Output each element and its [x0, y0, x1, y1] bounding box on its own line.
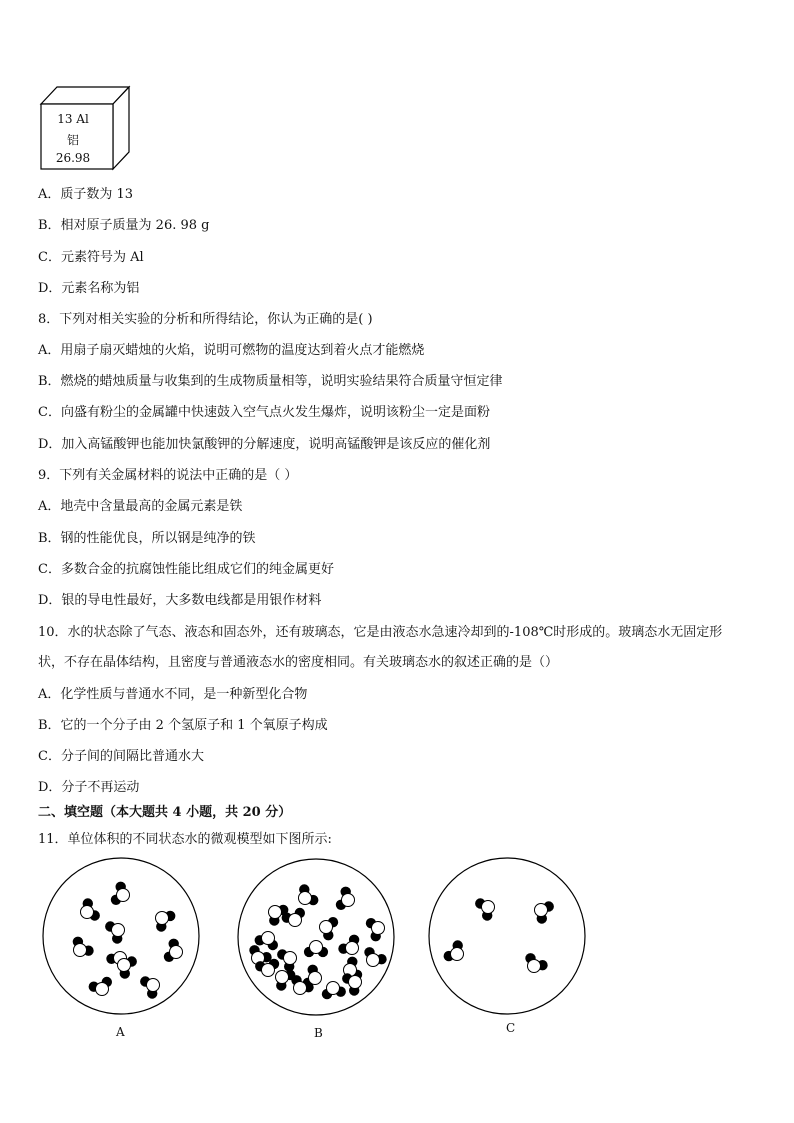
- circle-c-boundary: [429, 858, 585, 1014]
- water-molecule: [156, 911, 176, 932]
- oxygen-atom: [528, 960, 541, 973]
- q10-option-d: D．分子不再运动: [38, 780, 140, 795]
- water-molecule: [105, 921, 124, 943]
- water-molecule: [320, 917, 339, 940]
- oxygen-atom: [310, 941, 323, 954]
- q9-option-a: A．地壳中含量最高的金属元素是铁: [38, 499, 243, 514]
- q10-option-c: C．分子间的间隔比普通水大: [38, 749, 204, 764]
- q10-option-a: A．化学性质与普通水不同，是一种新型化合物: [38, 687, 308, 702]
- q10-stem-line2: 状，不存在晶体结构，且密度与普通液态水的密度相同。有关玻璃态水的叙述正确的是（）: [38, 655, 559, 670]
- oxygen-atom: [74, 944, 87, 957]
- oxygen-atom: [269, 906, 282, 919]
- oxygen-atom: [262, 932, 275, 945]
- circle-label-b: B: [314, 1026, 323, 1040]
- oxygen-atom: [367, 954, 380, 967]
- element-name: 铝: [66, 133, 79, 147]
- water-molecule: [89, 977, 112, 996]
- q7-option-b: B．相对原子质量为 26. 98 g: [38, 218, 210, 233]
- water-molecule: [299, 884, 319, 905]
- q8-stem: 8．下列对相关实验的分析和所得结论，你认为正确的是( ): [38, 312, 373, 327]
- water-molecule: [73, 937, 94, 957]
- water-molecule: [140, 976, 159, 998]
- water-molecule: [118, 956, 137, 978]
- water-molecule: [444, 940, 464, 961]
- water-state-micro-model-figure: [0, 850, 794, 1050]
- oxygen-atom: [284, 952, 297, 965]
- water-molecule: [81, 898, 100, 920]
- oxygen-atom: [482, 901, 495, 914]
- water-molecule: [111, 882, 130, 905]
- water-molecule: [366, 918, 385, 941]
- oxygen-atom: [289, 914, 302, 927]
- element-mass: 26.98: [55, 151, 91, 165]
- q8-option-d: D．加入高锰酸钾也能加快氯酸钾的分解速度，说明高锰酸钾是该反应的催化剂: [38, 437, 491, 452]
- circle-label-a: A: [116, 1025, 125, 1039]
- oxygen-atom: [372, 922, 385, 935]
- q9-stem: 9．下列有关金属材料的说法中正确的是（ ）: [38, 468, 298, 483]
- q9-option-c: C．多数合金的抗腐蚀性能比组成它们的纯金属更好: [38, 562, 334, 577]
- water-molecule: [535, 901, 554, 923]
- q7-option-d: D．元素名称为铝: [38, 281, 140, 296]
- water-molecule: [475, 898, 494, 920]
- oxygen-atom: [117, 889, 130, 902]
- oxygen-atom: [299, 892, 312, 905]
- q9-option-d: D．银的导电性最好，大多数电线都是用银作材料: [38, 593, 322, 608]
- oxygen-atom: [320, 921, 333, 934]
- water-molecule: [364, 947, 386, 966]
- q7-option-c: C．元素符号为 Al: [38, 250, 144, 265]
- oxygen-atom: [451, 948, 464, 961]
- oxygen-atom: [535, 904, 548, 917]
- oxygen-atom: [112, 924, 125, 937]
- oxygen-atom: [262, 964, 275, 977]
- water-molecule: [336, 887, 355, 910]
- q7-option-a: A．质子数为 13: [38, 187, 134, 202]
- oxygen-atom: [170, 946, 183, 959]
- q9-option-b: B．钢的性能优良，所以钢是纯净的铁: [38, 531, 256, 546]
- q10-option-b: B．它的一个分子由 2 个氢原子和 1 个氧原子构成: [38, 718, 328, 733]
- oxygen-atom: [349, 976, 362, 989]
- oxygen-atom: [156, 912, 169, 925]
- water-molecule: [525, 953, 547, 972]
- q8-option-a: A．用扇子扇灭蜡烛的火焰，说明可燃物的温度达到着火点才能燃烧: [38, 343, 425, 358]
- oxygen-atom: [327, 982, 340, 995]
- oxygen-atom: [81, 906, 94, 919]
- oxygen-atom: [118, 959, 131, 972]
- section2-heading: 二、填空题（本大题共 4 小题，共 20 分）: [38, 805, 292, 820]
- q8-option-c: C．向盛有粉尘的金属罐中快速鼓入空气点火发生爆炸，说明该粉尘一定是面粉: [38, 405, 490, 420]
- water-molecule: [164, 939, 183, 962]
- circle-label-c: C: [506, 1021, 516, 1035]
- oxygen-atom: [147, 979, 160, 992]
- oxygen-atom: [346, 942, 359, 955]
- water-molecule: [304, 941, 328, 958]
- water-molecule: [277, 949, 296, 971]
- water-molecule: [322, 982, 346, 1000]
- q10-stem-line1: 10．水的状态除了气态、液态和固态外，还有玻璃态，它是由液态水急速冷却到的-108℃时形成的。玻璃态水无固定形: [38, 625, 723, 640]
- q11-stem: 11．单位体积的不同状态水的微观模型如下图所示:: [38, 832, 332, 847]
- oxygen-atom: [342, 894, 355, 907]
- oxygen-atom: [276, 971, 289, 984]
- q8-option-b: B．燃烧的蜡烛质量与收集到的生成物质量相等，说明实验结果符合质量守恒定律: [38, 374, 503, 389]
- water-molecule: [338, 935, 359, 955]
- element-number-symbol: 13 Al: [57, 112, 89, 126]
- oxygen-atom: [294, 982, 307, 995]
- oxygen-atom: [96, 983, 109, 996]
